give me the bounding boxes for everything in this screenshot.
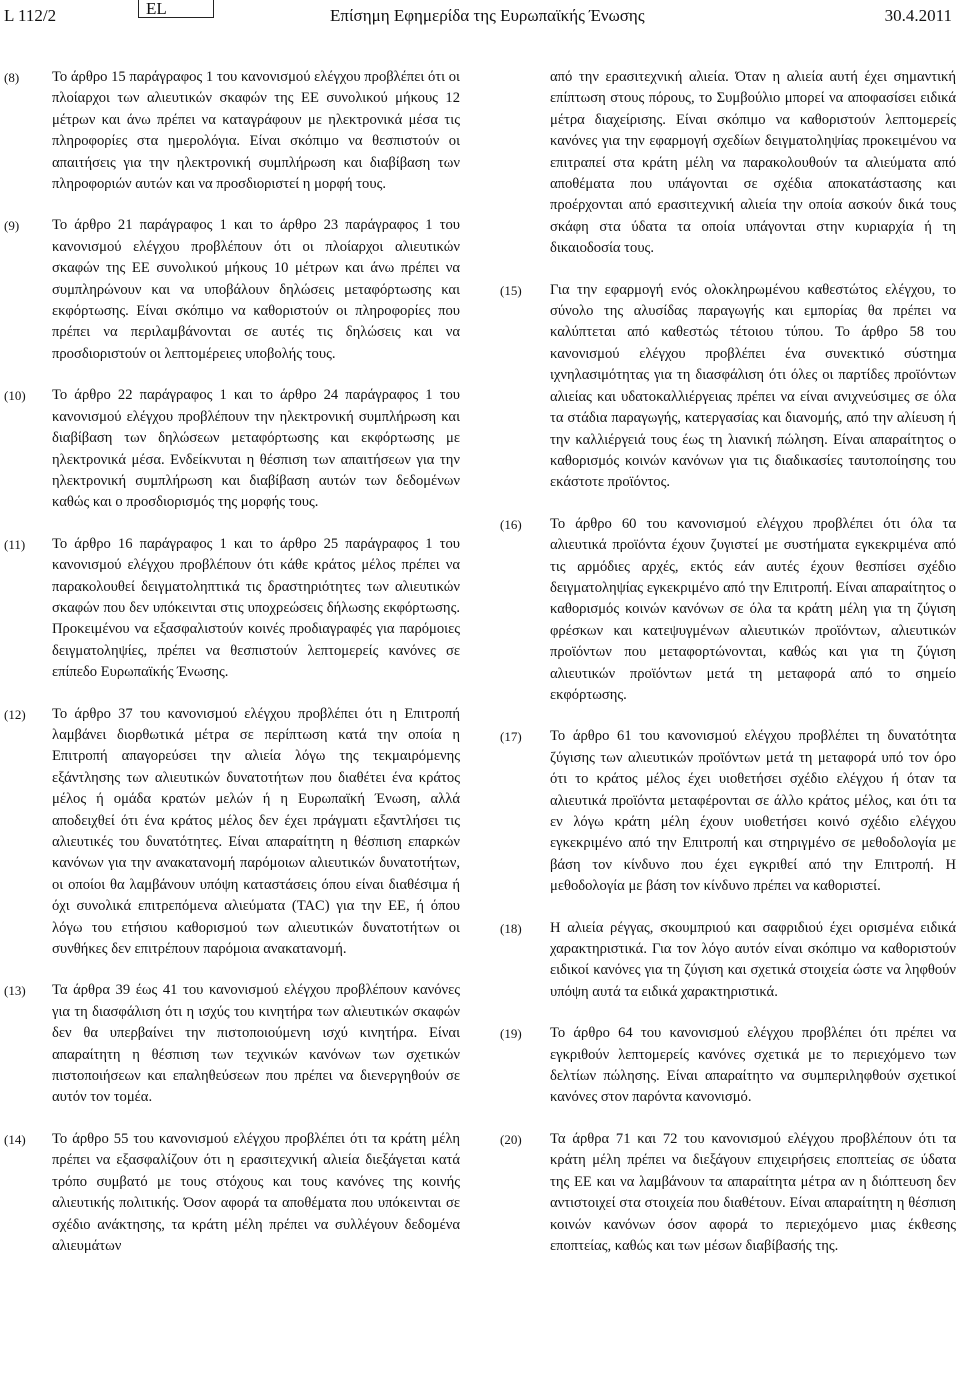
- recital-number: (16): [500, 516, 522, 532]
- recital-text: Το άρθρο 22 παράγραφος 1 και το άρθρο 24 παράγραφος 1 του κανονισμού ελέγχου προβλέπουν την ηλεκτρονική συμπλήρωση και διαβίβαση των δηλώσεων μεταφόρτωσης και εκφόρτωσης με ηλεκτρονικά μέσα. Ενδείκνυται η θέσπιση των απαιτήσεων για την ηλεκτρονική συμπλήρωση και διαβίβαση αυτών των δεδομένων καθώς και ο προσδιορισμός της μορφής τους.: [52, 387, 460, 511]
- recital-paragraph: [4, 1129, 460, 1257]
- recital-paragraph: [500, 1023, 956, 1109]
- publication-date: 30.4.2011: [884, 6, 952, 25]
- journal-page-number: L 112/2: [4, 6, 57, 25]
- recital-paragraph: [4, 67, 460, 195]
- recital-text: Το άρθρο 37 του κανονισμού ελέγχου προβλέπει ότι η Επιτροπή λαμβάνει διορθωτικά μέτρα σε περίπτωση κατά την οποία η Επιτροπή απαγορεύσει την αλιεία λόγω της τεκμαιρόμενης εξάντλησης των αλιευτικών δυνατοτήτων που διαθέτει ένα κράτος μέλος ή ομάδα κρατών μελών ή η Ευρωπαϊκή Ένωση, αλλά αποδειχθεί ότι ένα κράτος μέλος δεν έχει πράγματι εξαντλήσει τις αλιευτικές του δυνατότητες. Είναι απαραίτητη η θέσπιση επαρκών κανόνων για την ανακατανομή παρόμοιων αλιευτικών δυνατοτήτων, οι οποίοι θα λαμβάνουν υπόψη καταστάσεις όπου είναι διαθέσιμα ή όχι συνολικά επιτρεπόμενα αλιεύματα (TAC) για την ΕΕ, ή όπου λόγω του ετήσιου καθορισμού των αλιευτικών δυνατοτήτων οι συνθήκες δεν επιτρέπουν παρόμοια ανακατανομή.: [52, 705, 460, 958]
- right-column: [500, 67, 956, 1257]
- recital-text: Το άρθρο 60 του κανονισμού ελέγχου προβλέπει ότι όλα τα αλιευτικά προϊόντα έχουν ζυγιστεί με συστήματα εγκεκριμένα από τις αρμόδιες αρχές, εκτός εάν αυτές έχουν θεσπίσει σχέδιο δειγματοληψίας εγκεκριμένο από την Επιτροπή. Είναι απαραίτητος ο καθορισμός κοινών κανόνων σε όλα τα κράτη μέλη για τη ζύγιση φρέσκων και κατεψυγμένων αλιευτικών προϊόντων, αλιευτικών προϊόντων που μεταφορτώνονται, καθώς και για τη ζύγιση αλιευτικών προϊόντων μετά τη μεταφορά από το σημείο εκφόρτωσης.: [550, 515, 956, 703]
- recital-text: Το άρθρο 16 παράγραφος 1 και το άρθρο 25 παράγραφος 1 του κανονισμού ελέγχου προβλέπουν ότι κάθε κράτος μέλος πρέπει να παρακολουθεί δειγματοληπτικά τις δραστηριότητες των αλιευτικών σκαφών που δεν υπόκεινται στις υποχρεώσεις δήλωσης εκφόρτωσης. Προκειμένου να εξασφαλιστούν κοινές προδιαγραφές για παρόμοιες δειγματοληψίες, πρέπει να θεσπιστούν λεπτομερείς κανόνες σε επίπεδο Ευρωπαϊκής Ένωσης.: [52, 535, 460, 681]
- recital-paragraph: [4, 385, 460, 513]
- recital-text: Τα άρθρα 71 και 72 του κανονισμού ελέγχου προβλέπουν ότι τα κράτη μέλη πρέπει να διεξάγουν επιχειρήσεις εποπτείας σε ύδατα της ΕΕ και να λαμβάνουν τα απαραίτητα μέτρα αν η διόπτευση δεν αντιστοιχεί στα στοιχεία που διαθέτουν. Είναι απαραίτητη η θέσπιση κοινών κανόνων όσον αφορά το περιεχόμενο μιας έκθεσης εποπτείας, καθώς και των μέσων διαβίβασής της.: [550, 1130, 956, 1254]
- recital-number: (14): [4, 1131, 26, 1147]
- continued-paragraph: [500, 67, 956, 260]
- left-column: [4, 67, 460, 1257]
- language-code-box: EL: [138, 0, 214, 18]
- recital-text: Τα άρθρα 39 έως 41 του κανονισμού ελέγχου προβλέπουν κανόνες για τη διασφάλιση ότι η ισχύς του κινητήρα των αλιευτικών σκαφών δεν θα υπερβαίνει την πιστοποιούμενη ισχύ κινητήρα. Είναι απαραίτητη η θέσπιση των τεχνικών κανόνων των σχετικών πιστοποιήσεων και επαληθεύσεων που πρέπει να διενεργηθούν σε αυτόν τον τομέα.: [52, 982, 460, 1106]
- recital-paragraph: [4, 534, 460, 684]
- recital-text: Το άρθρο 21 παράγραφος 1 και το άρθρο 23 παράγραφος 1 του κανονισμού ελέγχου προβλέπουν ότι οι πλοίαρχοι αλιευτικών σκαφών της ΕΕ συνολικού μήκους 10 μέτρων και άνω πρέπει να συμπληρώνουν και να υποβάλουν δηλώσεις μεταφόρτωσης και εκφόρτωσης. Είναι σκόπιμο να καθοριστούν οι πληροφορίες που πρέπει να περιλαμβάνονται σε αυτές τις δηλώσεις και να προσδιοριστούν οι λεπτομέρειες υποβολής τους.: [52, 217, 460, 362]
- recital-number: (19): [500, 1026, 522, 1042]
- recital-paragraph: [4, 215, 460, 365]
- paragraph-text: από την ερασιτεχνική αλιεία. Όταν η αλιεία αυτή έχει σημαντική επίπτωση στους πόρους, το Συμβούλιο μπορεί να αποφασίσει ειδικά μέτρα διαχείρισης. Είναι σκόπιμο να καθοριστούν λεπτομερείς κανόνες για την εφαρμογή σχεδίων δειγματοληψίας προκειμένου να επιτραπεί στα κράτη μέλη να παρακολουθούν τα αλιεύματα από αποθέματα που υπάγονται σε σχέδια αποκατάστασης και προέρχονται από ερασιτεχνική αλιεία την οποία ασκούν δικά τους σκάφη στα ύδατα τα οποία υπάγονται στην κυριαρχία ή τη δικαιοδοσία τους.: [550, 69, 956, 257]
- recital-text: Η αλιεία ρέγγας, σκουμπριού και σαφριδιού έχει ορισμένα ειδικά χαρακτηριστικά. Για τον λόγο αυτόν είναι σκόπιμο να καθοριστούν ειδικοί κανόνες για τη ζύγιση και σχετικά στοιχεία ώστε να ληφθούν υπόψη αυτά τα ειδικά χαρακτηριστικά.: [550, 919, 956, 1000]
- recital-text: Το άρθρο 55 του κανονισμού ελέγχου προβλέπει ότι τα κράτη μέλη πρέπει να εξασφαλίζουν ότι η ερασιτεχνική αλιεία διεξάγεται κατά τρόπο συμβατό με τους στόχους και τους κανόνες της κοινής αλιευτικής πολιτικής. Όσον αφορά τα αποθέματα που υπόκεινται σε σχέδιο ανάκτησης, τα κράτη μέλη πρέπει να συλλέγουν δεδομένα αλιευμάτων: [52, 1130, 460, 1254]
- recital-paragraph: [500, 280, 956, 494]
- recital-paragraph: [500, 726, 956, 897]
- recital-number: (20): [500, 1131, 522, 1147]
- recital-text: Το άρθρο 61 του κανονισμού ελέγχου προβλέπει τη δυνατότητα ζύγισης των αλιευτικών προϊόντων μετά τη μεταφορά υπό τον όρο ότι το κράτος μέλος έχει υιοθετήσει σχέδιο ελέγχου ή όταν τα αλιευτικά προϊόντα μεταφέρονται σε άλλο κράτος μέλος, και ότι τα εν λόγω κράτη μέλη έχουν υιοθετήσει κοινό σχέδιο ελέγχου εγκεκριμένο από την Επιτροπή και στηριγμένο σε μεθοδολογία με βάση τον κίνδυνο που έχει εγκριθεί από την Επιτροπή. Η μεθοδολογία με βάση τον κίνδυνο πρέπει να καθοριστεί.: [550, 728, 956, 895]
- recital-number: (17): [500, 729, 522, 745]
- page-header: [0, 0, 960, 34]
- journal-title: Επίσημη Εφημερίδα της Ευρωπαϊκής Ένωσης: [330, 6, 645, 25]
- recital-paragraph: [4, 980, 460, 1108]
- recital-paragraph: [500, 514, 956, 707]
- recital-number: (13): [4, 983, 26, 999]
- recital-number: (10): [4, 388, 26, 404]
- recital-paragraph: [500, 918, 956, 1004]
- recital-text: Το άρθρο 64 του κανονισμού ελέγχου προβλέπει ότι πρέπει να εγκριθούν λεπτομερείς κανόνες σχετικά με το περιεχόμενο των δελτίων πώλησης. Είναι απαραίτητο να συμπεριληφθούν σχετικοί κανόνες στον παρόντα κανονισμό.: [550, 1025, 956, 1106]
- recital-text: Το άρθρο 15 παράγραφος 1 του κανονισμού ελέγχου προβλέπει ότι οι πλοίαρχοι των αλιευτικών σκαφών της ΕΕ συνολικού μήκους 12 μέτρων και άνω πρέπει να καταγράφουν με ηλεκτρονικά μέσα τις πληροφορίες στα ημερολόγια. Είναι σκόπιμο να θεσπιστούν οι απαιτήσεις για την ηλεκτρονική συμπλήρωση και διαβίβαση των πληροφοριών αυτών και να προσδιοριστεί η μορφή τους.: [52, 69, 460, 193]
- recital-text: Για την εφαρμογή ενός ολοκληρωμένου καθεστώτος ελέγχου, το σύνολο της αλυσίδας παραγωγής και εμπορίας θα πρέπει να καλύπτεται από καθεστώς τέτοιου τύπου. Το άρθρο 58 του κανονισμού ελέγχου προβλέπει ένα συνεκτικό σύστημα ιχνηλασιμότητας για τη διασφάλιση ότι όλες οι παρτίδες προϊόντων αλιείας και υδατοκαλλιέργειας πρέπει να είναι ανιχνεύσιμες σε όλα τα στάδια παραγωγής, κατεργασίας και διανομής, από την αλίευση ή την καλλιέργειά τους έως τη λιανική πώληση. Είναι απαραίτητος ο καθορισμός κοινών κανόνων για τις διαδικασίες ταυτοποίησης του εκάστοτε προϊόντος.: [550, 281, 956, 491]
- recital-paragraph: [500, 1129, 956, 1257]
- recital-number: (12): [4, 706, 26, 722]
- recital-number: (11): [4, 536, 26, 552]
- recital-number: (15): [500, 282, 522, 298]
- recital-number: (8): [4, 70, 20, 85]
- recital-number: (9): [4, 218, 20, 234]
- recital-paragraph: [4, 704, 460, 961]
- recital-number: (18): [500, 920, 522, 936]
